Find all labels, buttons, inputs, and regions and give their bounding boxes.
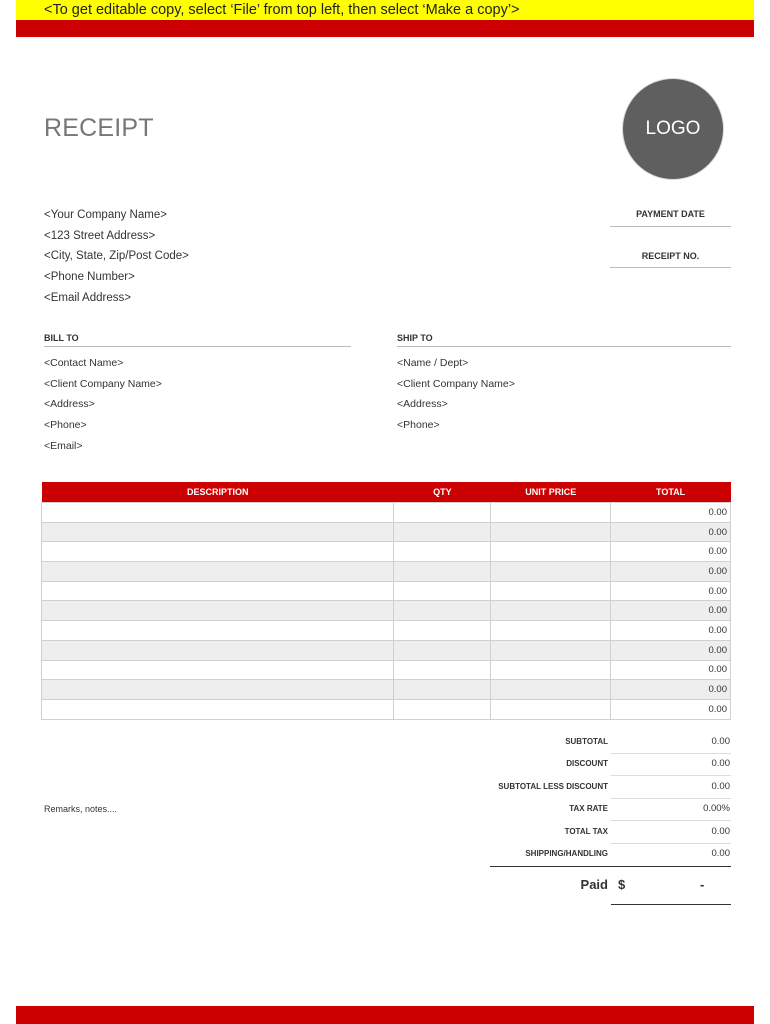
- bill-to-company[interactable]: <Client Company Name>: [44, 377, 162, 390]
- cell-description[interactable]: [42, 699, 394, 719]
- table-row: [42, 621, 731, 641]
- instruction-banner: <To get editable copy, select ‘File’ from top left, then select ‘Make a copy’>: [16, 0, 754, 20]
- ship-to-name[interactable]: <Name / Dept>: [397, 357, 469, 369]
- table-row: [42, 680, 731, 700]
- summary-value-total-tax[interactable]: 0.00: [711, 825, 730, 837]
- summary-row-divider: [611, 753, 731, 754]
- cell-description[interactable]: [42, 660, 394, 680]
- cell-qty[interactable]: [394, 581, 491, 601]
- logo-placeholder[interactable]: LOGO: [623, 79, 723, 179]
- cell-unit-price[interactable]: [491, 503, 611, 523]
- cell-total[interactable]: 0.00: [611, 581, 731, 601]
- summary-value-subtotal-less-discount[interactable]: 0.00: [711, 780, 730, 792]
- cell-qty[interactable]: [394, 680, 491, 700]
- company-city[interactable]: <City, State, Zip/Post Code>: [44, 250, 189, 263]
- cell-unit-price[interactable]: [491, 522, 611, 542]
- cell-total[interactable]: 0.00: [611, 542, 731, 562]
- paid-underline: [611, 904, 731, 905]
- bottom-accent-bar: [16, 1006, 754, 1024]
- cell-total[interactable]: 0.00: [611, 640, 731, 660]
- table-row: [42, 601, 731, 621]
- cell-unit-price[interactable]: [491, 660, 611, 680]
- cell-qty[interactable]: [394, 601, 491, 621]
- summary-value-discount[interactable]: 0.00: [711, 758, 730, 770]
- cell-total[interactable]: 0.00: [611, 522, 731, 542]
- cell-qty[interactable]: [394, 621, 491, 641]
- cell-qty[interactable]: [394, 660, 491, 680]
- line-items-table: [41, 482, 731, 720]
- cell-description[interactable]: [42, 542, 394, 562]
- cell-description[interactable]: [42, 680, 394, 700]
- table-row: [42, 699, 731, 719]
- cell-unit-price[interactable]: [491, 621, 611, 641]
- cell-unit-price[interactable]: [491, 542, 611, 562]
- bill-to-address[interactable]: <Address>: [44, 398, 95, 411]
- summary-value-tax-rate[interactable]: 0.00%: [703, 803, 730, 815]
- column-header-unit-price: UNIT PRICE: [491, 482, 611, 503]
- table-row: [42, 640, 731, 660]
- receipt-title: RECEIPT: [44, 114, 154, 142]
- table-body: [42, 503, 731, 720]
- summary-row-divider: [611, 798, 731, 799]
- table-row: [42, 503, 731, 523]
- receipt-no-label: RECEIPT NO.: [610, 251, 731, 268]
- cell-total[interactable]: 0.00: [611, 503, 731, 523]
- summary-value-shipping-handling[interactable]: 0.00: [711, 848, 730, 859]
- paid-currency: $: [618, 877, 626, 892]
- payment-date-label: PAYMENT DATE: [610, 209, 731, 227]
- cell-description[interactable]: [42, 522, 394, 542]
- cell-total[interactable]: 0.00: [611, 562, 731, 582]
- summary-label-discount: DISCOUNT: [566, 759, 608, 769]
- cell-unit-price[interactable]: [491, 601, 611, 621]
- summary-divider: [490, 866, 731, 867]
- bill-to-contact[interactable]: <Contact Name>: [44, 357, 124, 369]
- table-header-row: [42, 482, 731, 503]
- cell-unit-price[interactable]: [491, 680, 611, 700]
- summary-label-subtotal: SUBTOTAL: [565, 737, 608, 746]
- table-row: [42, 660, 731, 680]
- cell-qty[interactable]: [394, 503, 491, 523]
- bill-to-block: [44, 356, 162, 459]
- column-header-qty: QTY: [394, 482, 491, 503]
- ship-to-address[interactable]: <Address>: [397, 398, 448, 411]
- ship-to-heading: SHIP TO: [397, 333, 731, 347]
- ship-to-block: [397, 356, 515, 439]
- cell-description[interactable]: [42, 621, 394, 641]
- cell-total[interactable]: 0.00: [611, 680, 731, 700]
- cell-qty[interactable]: [394, 522, 491, 542]
- cell-total[interactable]: 0.00: [611, 601, 731, 621]
- summary-row-divider: [611, 820, 731, 821]
- company-name[interactable]: <Your Company Name>: [44, 209, 167, 221]
- cell-unit-price[interactable]: [491, 581, 611, 601]
- cell-total[interactable]: 0.00: [611, 699, 731, 719]
- summary-row-divider: [611, 843, 731, 844]
- remarks-text[interactable]: Remarks, notes....: [44, 804, 118, 814]
- bill-to-email[interactable]: <Email>: [44, 439, 83, 452]
- bill-to-heading: BILL TO: [44, 333, 351, 347]
- summary-label-tax-rate: TAX RATE: [569, 804, 608, 814]
- cell-qty[interactable]: [394, 542, 491, 562]
- table-row: [42, 542, 731, 562]
- summary-label-total-tax: TOTAL TAX: [564, 826, 608, 836]
- summary-value-subtotal[interactable]: 0.00: [711, 736, 730, 747]
- cell-description[interactable]: [42, 581, 394, 601]
- summary-label-shipping-handling: SHIPPING/HANDLING: [525, 849, 608, 858]
- cell-unit-price[interactable]: [491, 699, 611, 719]
- column-header-total: TOTAL: [611, 482, 731, 503]
- summary-row-divider: [611, 775, 731, 776]
- table-row: [42, 581, 731, 601]
- cell-qty[interactable]: [394, 562, 491, 582]
- cell-total[interactable]: 0.00: [611, 660, 731, 680]
- company-email[interactable]: <Email Address>: [44, 291, 131, 304]
- paid-label: Paid: [580, 877, 608, 892]
- company-info: [44, 207, 189, 310]
- cell-description[interactable]: [42, 562, 394, 582]
- cell-qty[interactable]: [394, 699, 491, 719]
- ship-to-phone[interactable]: <Phone>: [397, 419, 440, 432]
- company-street[interactable]: <123 Street Address>: [44, 229, 156, 242]
- cell-unit-price[interactable]: [491, 640, 611, 660]
- column-header-description: DESCRIPTION: [42, 482, 394, 503]
- table-row: [42, 562, 731, 582]
- cell-total[interactable]: 0.00: [611, 621, 731, 641]
- top-accent-bar: [16, 20, 754, 37]
- cell-description[interactable]: [42, 503, 394, 523]
- cell-qty[interactable]: [394, 640, 491, 660]
- table-row: [42, 522, 731, 542]
- cell-unit-price[interactable]: [491, 562, 611, 582]
- cell-description[interactable]: [42, 640, 394, 660]
- summary-label-subtotal-less-discount: SUBTOTAL LESS DISCOUNT: [498, 781, 608, 791]
- paid-amount: -: [700, 877, 705, 892]
- bill-to-phone[interactable]: <Phone>: [44, 419, 87, 432]
- cell-description[interactable]: [42, 601, 394, 621]
- company-phone[interactable]: <Phone Number>: [44, 271, 135, 284]
- ship-to-company[interactable]: <Client Company Name>: [397, 377, 515, 390]
